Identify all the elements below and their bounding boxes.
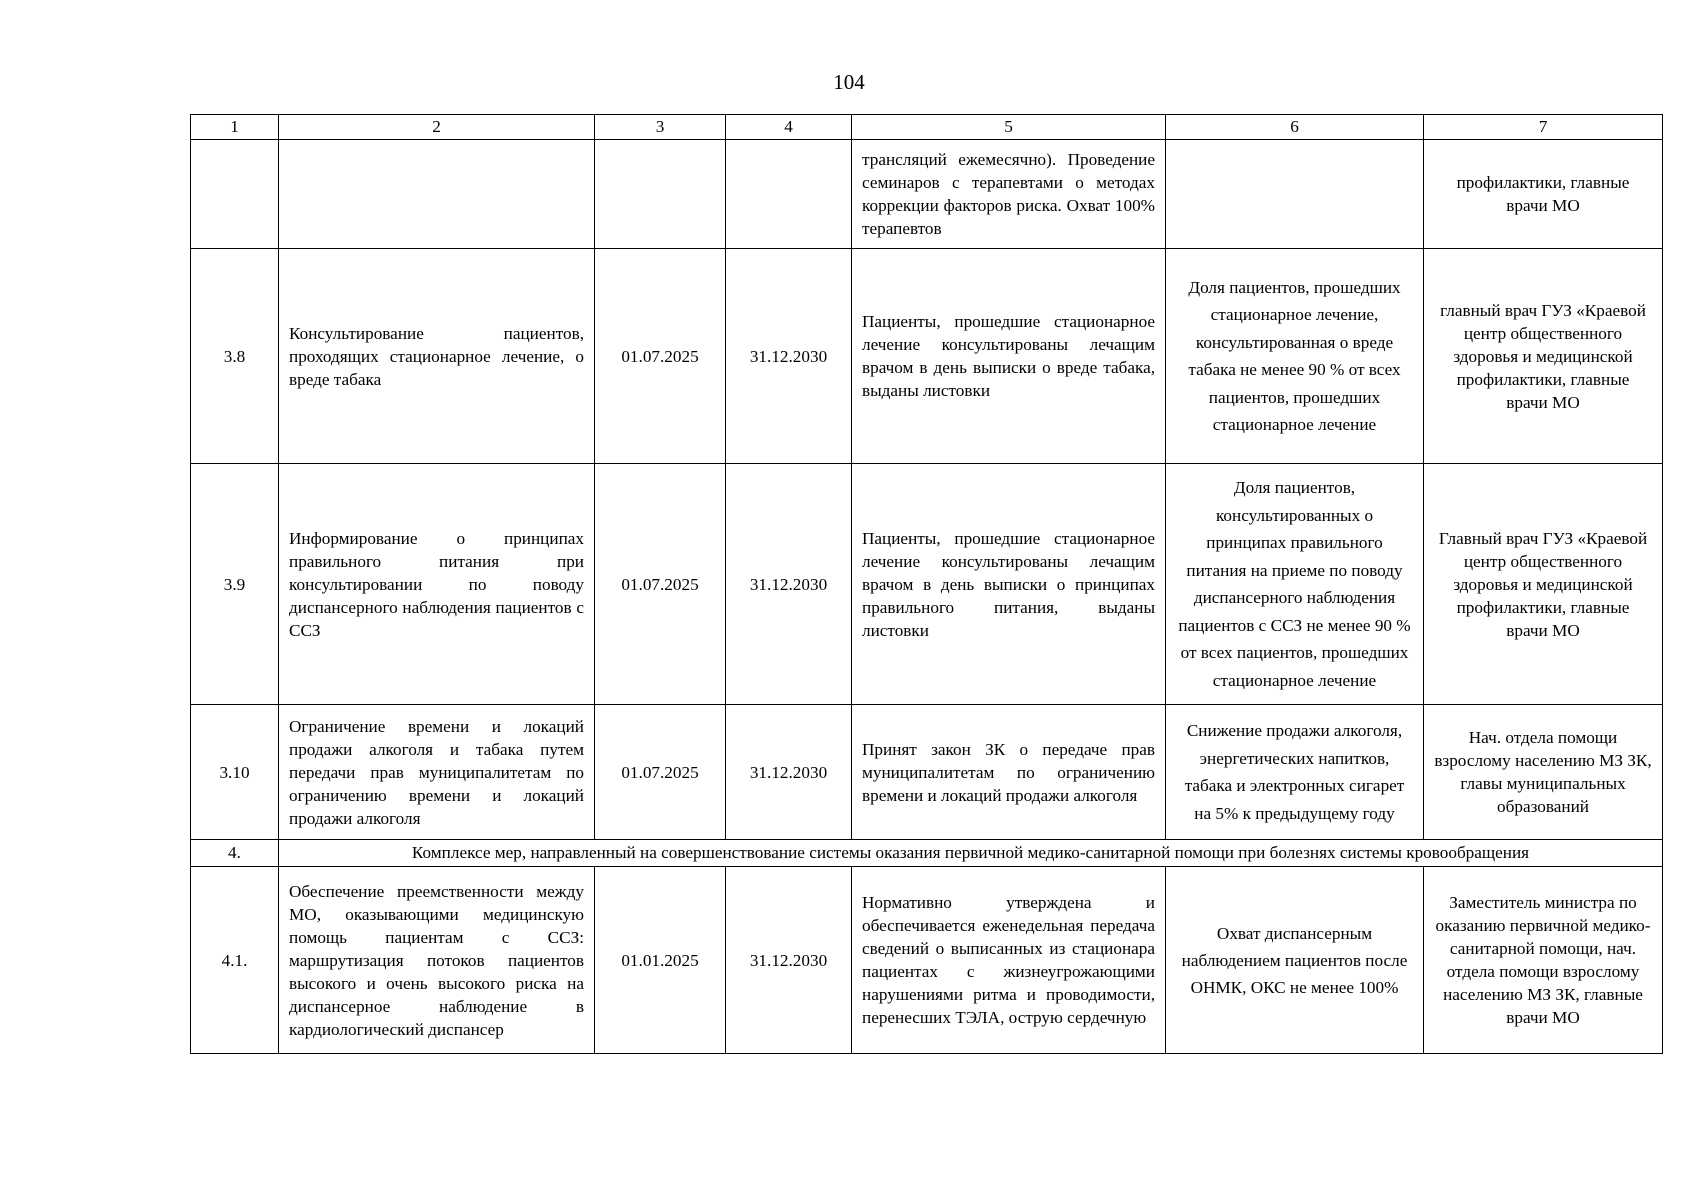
activity-cell: Ограничение времени и локаций продажи алкоголя и табака путем передачи прав муниципалитетам по ограничению времени и локаций продажи алкоголя bbox=[279, 705, 595, 840]
header-cell-7: 7 bbox=[1424, 115, 1663, 140]
start-date-cell bbox=[595, 140, 726, 249]
section-number: 4. bbox=[191, 840, 279, 867]
activity-cell: Консультирование пациентов, проходящих стационарное лечение, о вреде табака bbox=[279, 249, 595, 464]
table-row bbox=[191, 464, 1663, 705]
result-cell: Пациенты, прошедшие стационарное лечение консультированы лечащим врачом в день выписки о принципах правильного питания, выданы листовки bbox=[852, 464, 1166, 705]
indicator-cell bbox=[1166, 140, 1424, 249]
row-number: 3.8 bbox=[191, 249, 279, 464]
table-row bbox=[191, 140, 1663, 249]
start-date-cell: 01.01.2025 bbox=[595, 867, 726, 1054]
row-number bbox=[191, 140, 279, 249]
indicator-cell: Снижение продажи алкоголя, энергетических напитков, табака и электронных сигарет на 5% к предыдущему году bbox=[1166, 705, 1424, 840]
result-cell: трансляций ежемесячно). Проведение семинаров с терапевтами о методах коррекции факторов риска. Охват 100% терапевтов bbox=[852, 140, 1166, 249]
table-row bbox=[191, 867, 1663, 1054]
end-date-cell: 31.12.2030 bbox=[726, 249, 852, 464]
section-title: Комплексе мер, направленный на совершенствование системы оказания первичной медико-санитарной помощи при болезнях системы кровообращения bbox=[279, 840, 1663, 867]
indicator-cell: Охват диспансерным наблюдением пациентов после ОНМК, ОКС не менее 100% bbox=[1166, 867, 1424, 1054]
row-number: 3.10 bbox=[191, 705, 279, 840]
result-cell: Принят закон ЗК о передаче прав муниципалитетам по ограничению времени и локаций продажи алкоголя bbox=[852, 705, 1166, 840]
result-cell: Нормативно утверждена и обеспечивается еженедельная передача сведений о выписанных из стационара пациентах с жизнеугрожающими нарушениями ритма и проводимости, перенесших ТЭЛА, острую сердечную bbox=[852, 867, 1166, 1054]
table-header-row bbox=[191, 115, 1663, 140]
responsible-cell: главный врач ГУЗ «Краевой центр общественного здоровья и медицинской профилактики, главные врачи МО bbox=[1424, 249, 1663, 464]
header-cell-5: 5 bbox=[852, 115, 1166, 140]
activity-cell: Обеспечение преемственности между МО, оказывающими медицинскую помощь пациентам с ССЗ: маршрутизация потоков пациентов высокого и очень высокого риска на диспансерное наблюдение в кардиологический диспансер bbox=[279, 867, 595, 1054]
row-number: 4.1. bbox=[191, 867, 279, 1054]
responsible-cell: Нач. отдела помощи взрослому населению МЗ ЗК, главы муниципальных образований bbox=[1424, 705, 1663, 840]
activity-cell: Информирование о принципах правильного питания при консультировании по поводу диспансерного наблюдения пациентов с ССЗ bbox=[279, 464, 595, 705]
header-cell-3: 3 bbox=[595, 115, 726, 140]
header-cell-1: 1 bbox=[191, 115, 279, 140]
table-row bbox=[191, 705, 1663, 840]
indicator-cell: Доля пациентов, прошедших стационарное лечение, консультированная о вреде табака не менее 90 % от всех пациентов, прошедших стационарное лечение bbox=[1166, 249, 1424, 464]
start-date-cell: 01.07.2025 bbox=[595, 249, 726, 464]
table-row bbox=[191, 249, 1663, 464]
result-cell: Пациенты, прошедшие стационарное лечение консультированы лечащим врачом в день выписки о вреде табака, выданы листовки bbox=[852, 249, 1166, 464]
header-cell-2: 2 bbox=[279, 115, 595, 140]
start-date-cell: 01.07.2025 bbox=[595, 705, 726, 840]
start-date-cell: 01.07.2025 bbox=[595, 464, 726, 705]
section-row bbox=[191, 840, 1663, 867]
responsible-cell: Главный врач ГУЗ «Краевой центр общественного здоровья и медицинской профилактики, главные врачи МО bbox=[1424, 464, 1663, 705]
end-date-cell: 31.12.2030 bbox=[726, 867, 852, 1054]
end-date-cell bbox=[726, 140, 852, 249]
end-date-cell: 31.12.2030 bbox=[726, 464, 852, 705]
responsible-cell: профилактики, главные врачи МО bbox=[1424, 140, 1663, 249]
responsible-cell: Заместитель министра по оказанию первичной медико-санитарной помощи, нач. отдела помощи взрослому населению МЗ ЗК, главные врачи МО bbox=[1424, 867, 1663, 1054]
row-number: 3.9 bbox=[191, 464, 279, 705]
header-cell-6: 6 bbox=[1166, 115, 1424, 140]
measures-table bbox=[190, 114, 1663, 1054]
header-cell-4: 4 bbox=[726, 115, 852, 140]
activity-cell bbox=[279, 140, 595, 249]
page-number: 104 bbox=[833, 70, 865, 94]
indicator-cell: Доля пациентов, консультированных о принципах правильного питания на приеме по поводу диспансерного наблюдения пациентов с ССЗ не менее 90 % от всех пациентов, прошедших стационарное лечение bbox=[1166, 464, 1424, 705]
end-date-cell: 31.12.2030 bbox=[726, 705, 852, 840]
